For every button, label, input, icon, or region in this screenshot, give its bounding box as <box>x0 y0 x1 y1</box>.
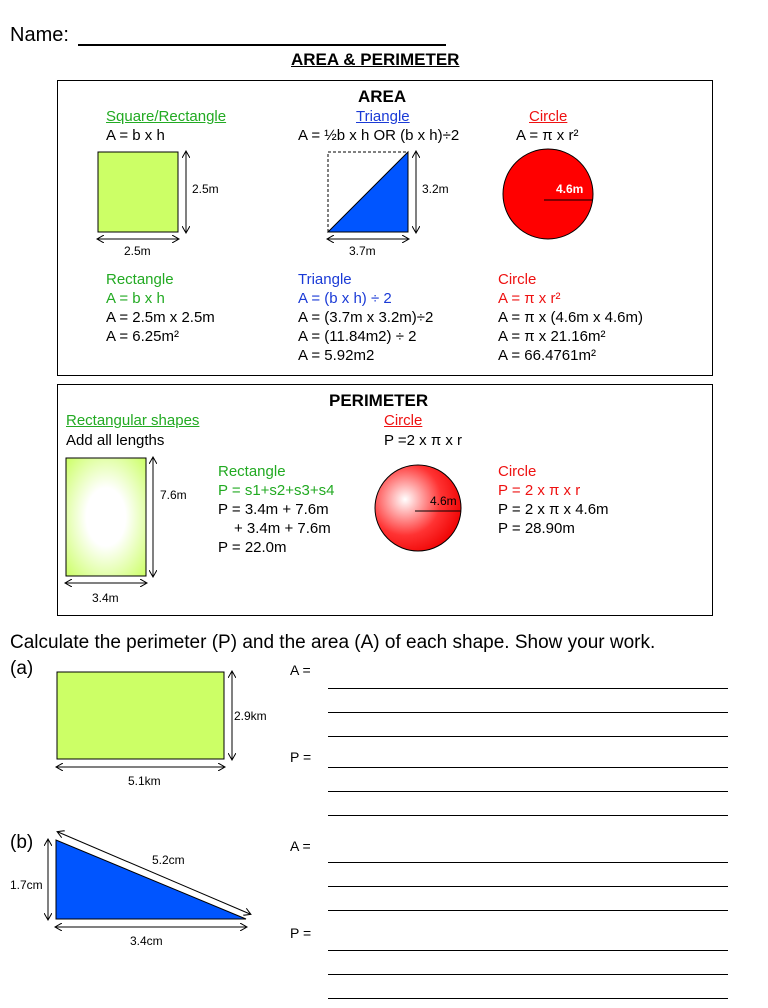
square-shape <box>98 152 178 232</box>
work-line: P = 2 x π x 4.6m <box>498 501 609 518</box>
triangle-formula: A = ½b x h OR (b x h)÷2 <box>298 127 460 144</box>
triangle-height-label: 3.2m <box>422 182 449 196</box>
area-circ-work <box>498 270 643 365</box>
answer-line[interactable] <box>328 767 728 768</box>
exercise-b-triangle <box>56 840 246 919</box>
work-line: A = b x h <box>106 290 165 307</box>
work-line: Circle <box>498 271 537 288</box>
work-line: P = 3.4m + 7.6m <box>218 501 329 518</box>
triangle-shape <box>328 152 408 232</box>
exercise-a-height-label: 2.9km <box>234 709 267 723</box>
work-line: A = 66.4761m² <box>498 347 596 364</box>
answer-line[interactable] <box>328 886 728 887</box>
exercise-b-label: (b) <box>10 832 34 853</box>
perimeter-circle-title: Circle <box>384 412 423 429</box>
work-line: P = 28.90m <box>498 520 575 537</box>
perimeter-rect-title: Rectangular shapes <box>66 412 200 429</box>
work-line: A = 2.5m x 2.5m <box>106 309 215 326</box>
exercise-a-label: (a) <box>10 658 34 679</box>
exercise-a-perimeter-label: P = <box>290 749 312 765</box>
answer-line[interactable] <box>328 950 728 951</box>
exercise-b-base-label: 3.4cm <box>130 934 163 948</box>
square-side-label: 2.5m <box>192 182 219 196</box>
exercise-a-width-label: 5.1km <box>128 774 161 788</box>
work-line: A = π x r² <box>498 290 561 307</box>
work-line: P = 22.0m <box>218 539 287 556</box>
work-line: Rectangle <box>218 463 286 480</box>
perimeter-heading: PERIMETER <box>329 391 429 410</box>
perimeter-circle-formula: P =2 x π x r <box>384 432 463 449</box>
answer-line[interactable] <box>328 974 728 975</box>
area-heading: AREA <box>358 87 407 106</box>
perimeter-circle-radius-label: 4.6m <box>430 494 457 508</box>
answer-line[interactable] <box>328 791 728 792</box>
work-line: A = 5.92m2 <box>298 347 375 364</box>
area-tri-work <box>298 270 433 365</box>
exercise-b-hyp-label: 5.2cm <box>152 853 185 867</box>
circle-radius-label: 4.6m <box>556 182 584 196</box>
work-line: A = 6.25m² <box>106 328 179 345</box>
answer-line[interactable] <box>328 712 728 713</box>
work-line: A = π x 21.16m² <box>498 328 606 345</box>
perimeter-rect-rule: Add all lengths <box>66 432 165 449</box>
exercise-b-perimeter-label: P = <box>290 925 312 941</box>
answer-line[interactable] <box>328 736 728 737</box>
answer-line[interactable] <box>328 910 728 911</box>
exercise-a-rect <box>57 672 224 759</box>
circle-formula: A = π x r² <box>516 127 579 144</box>
answer-line[interactable] <box>328 862 728 863</box>
instructions: Calculate the perimeter (P) and the area (A) of each shape. Show your work. <box>10 632 656 653</box>
work-line: P = 2 x π x r <box>498 482 581 499</box>
perimeter-rect-work <box>218 462 334 557</box>
exercise-a-area-label: A = <box>290 662 311 678</box>
answer-line[interactable] <box>328 998 728 999</box>
exercise-b-area-label: A = <box>290 838 311 854</box>
perimeter-circ-work <box>498 462 609 538</box>
work-line: A = (3.7m x 3.2m)÷2 <box>298 309 434 326</box>
square-bottom-label: 2.5m <box>124 244 151 258</box>
work-line: Triangle <box>298 271 352 288</box>
work-line: Rectangle <box>106 271 174 288</box>
circle-title: Circle <box>529 108 568 125</box>
name-label: Name: <box>10 24 69 46</box>
triangle-base-label: 3.7m <box>349 244 376 258</box>
perimeter-rect-height-label: 7.6m <box>160 488 187 502</box>
exercise-b-height-label: 1.7cm <box>10 878 43 892</box>
work-line: A = (11.84m2) ÷ 2 <box>298 328 417 345</box>
square-formula: A = b x h <box>106 127 165 144</box>
work-line: A = (b x h) ÷ 2 <box>298 290 392 307</box>
square-title: Square/Rectangle <box>106 108 227 125</box>
work-line: P = s1+s2+s3+s4 <box>218 482 335 499</box>
work-line: A = π x (4.6m x 4.6m) <box>498 309 643 326</box>
work-line: Circle <box>498 463 537 480</box>
perimeter-rect-width-label: 3.4m <box>92 591 119 605</box>
answer-line[interactable] <box>328 815 728 816</box>
page-title: AREA & PERIMETER <box>291 50 460 69</box>
area-rect-work <box>106 270 215 346</box>
triangle-title: Triangle <box>356 108 410 125</box>
answer-line[interactable] <box>328 688 728 689</box>
work-line: + 3.4m + 7.6m <box>234 520 331 537</box>
